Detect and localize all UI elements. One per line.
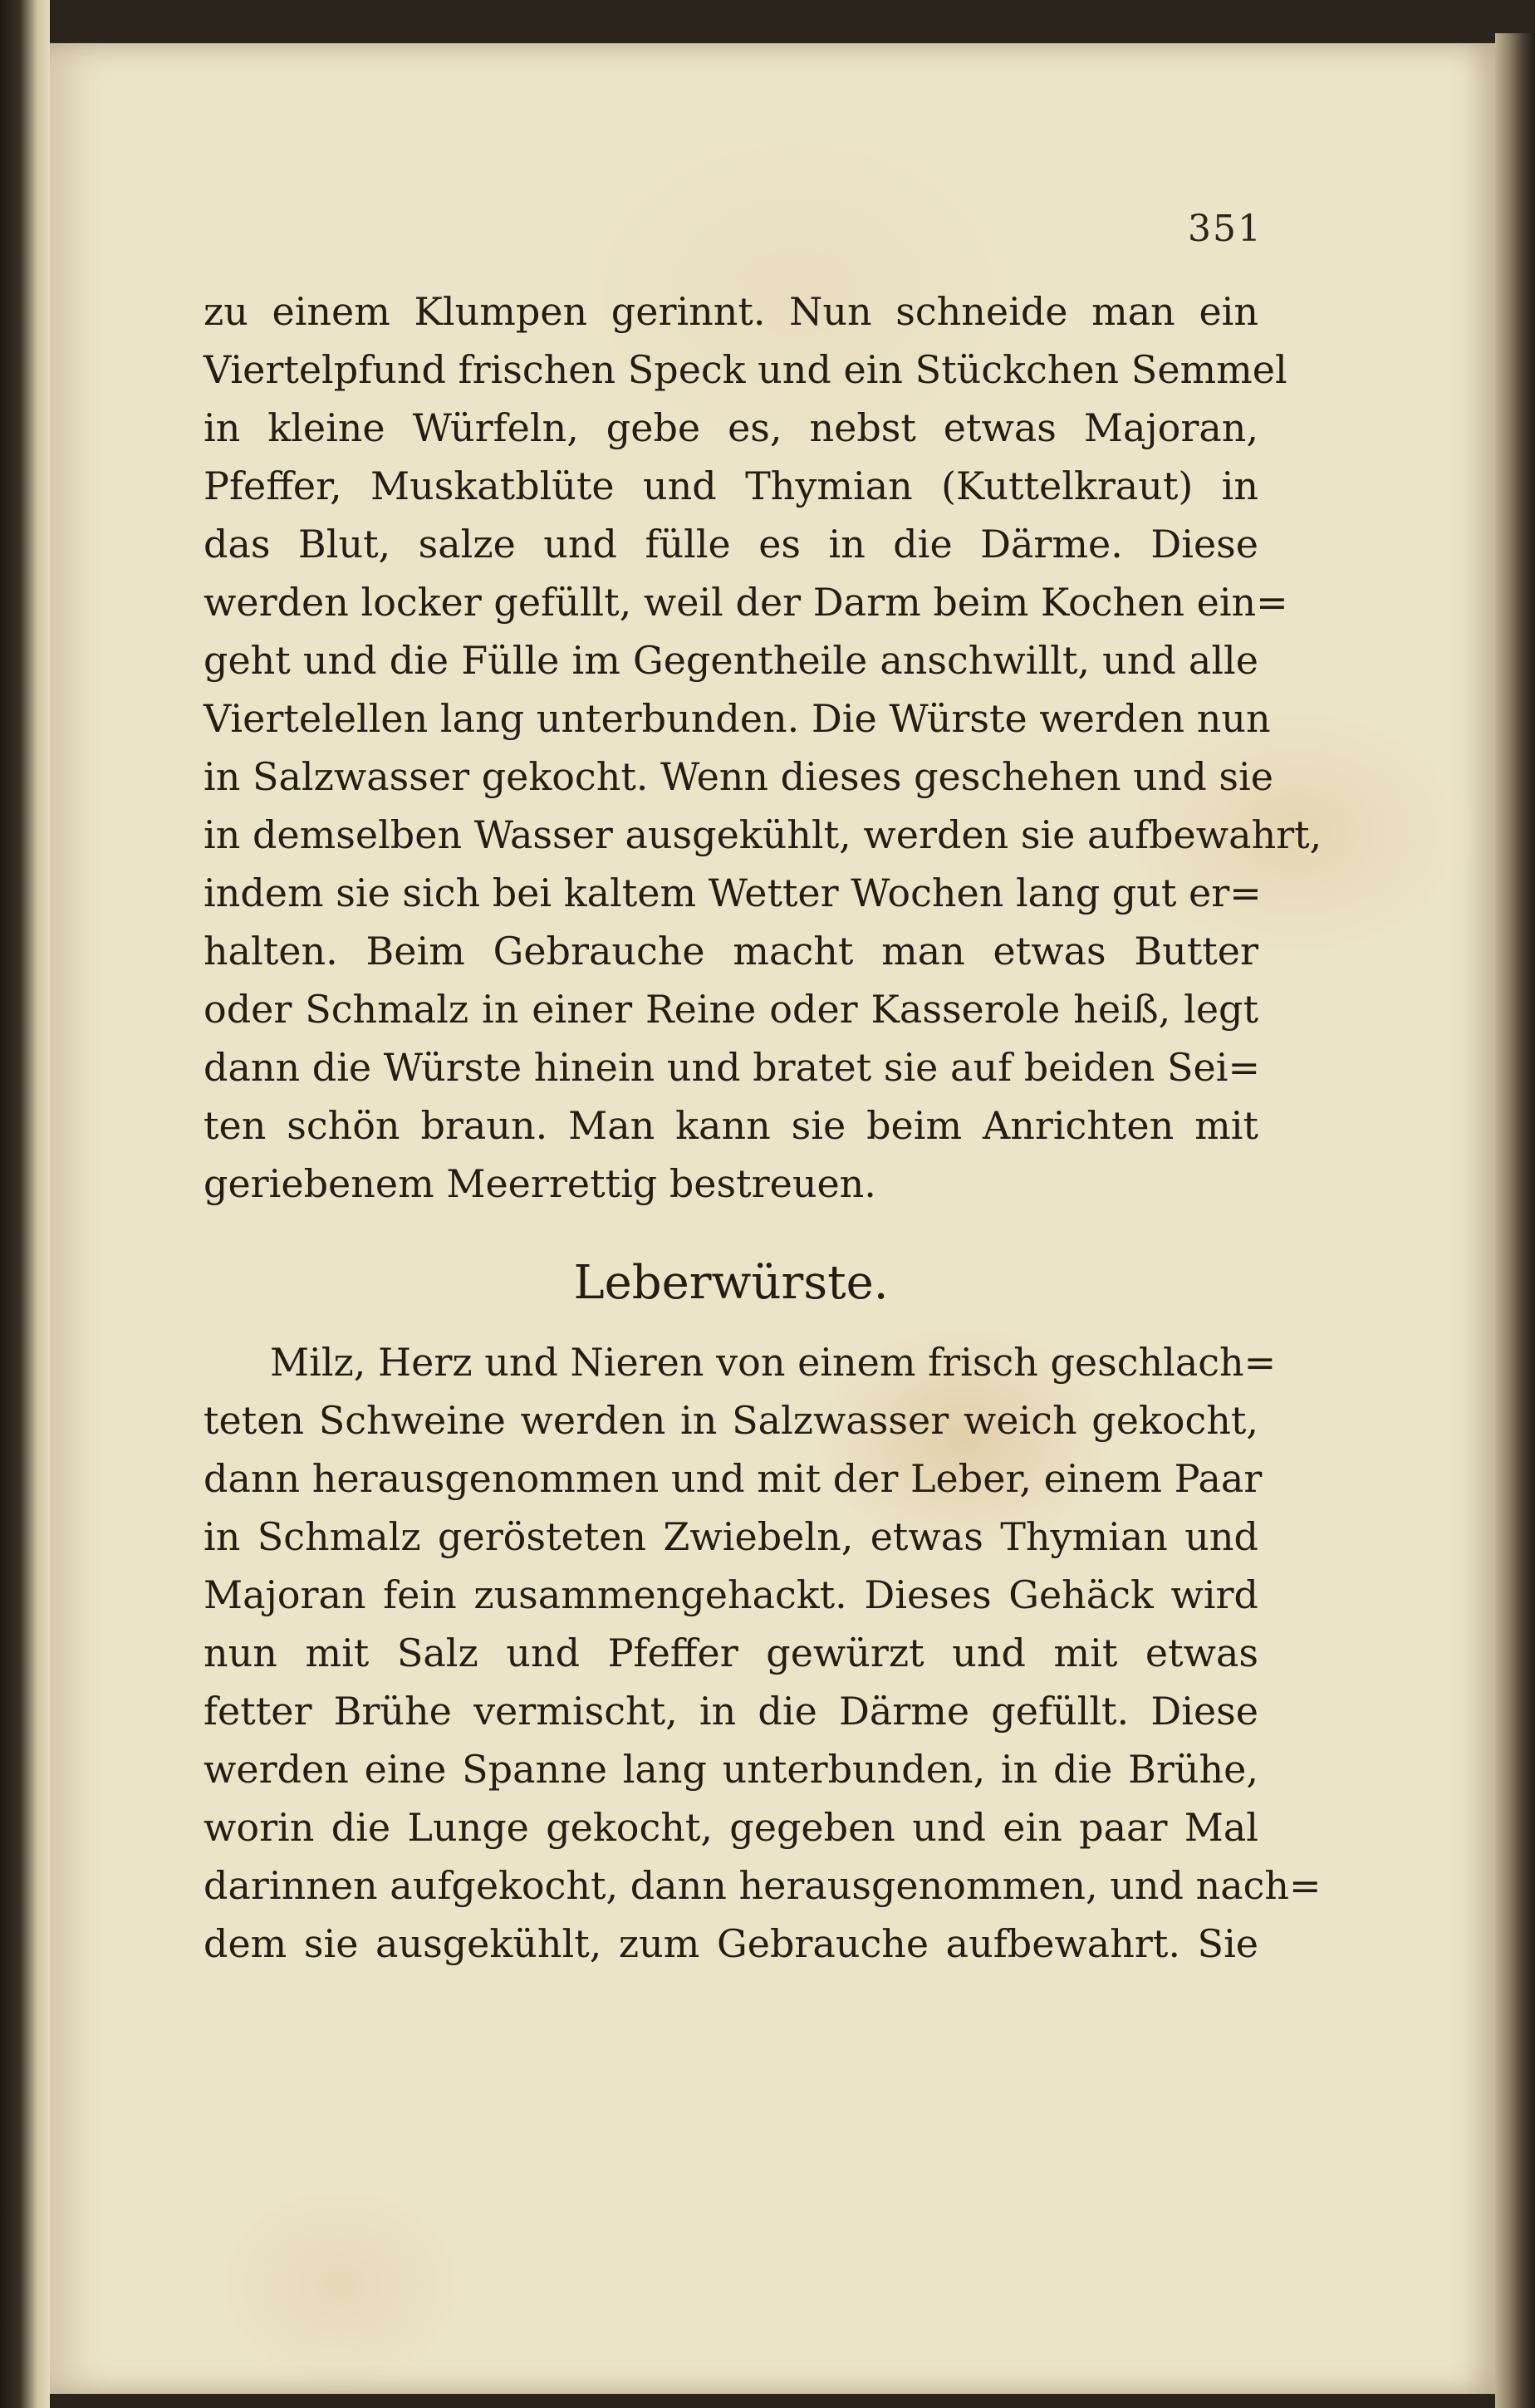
text-line: Viertelpfund frischen Speck und ein Stückchen Semmel <box>204 347 1287 392</box>
paragraph-blood-sausage-continued <box>204 282 1322 1213</box>
text-line: werden locker gefüllt, weil der Darm beim Kochen ein= <box>204 580 1288 625</box>
text-line: das Blut, salze und fülle es in die Därme. Diese <box>204 522 1258 566</box>
text-line: ten schön braun. Man kann sie beim Anrichten mit <box>204 1103 1258 1148</box>
text-line: oder Schmalz in einer Reine oder Kasserole heiß, legt <box>204 987 1258 1032</box>
text-line: in Schmalz gerösteten Zwiebeln, etwas Thymian und <box>204 1514 1258 1559</box>
book-gutter <box>0 0 50 2408</box>
text-line: fetter Brühe vermischt, in die Därme gefüllt. Diese <box>204 1689 1258 1734</box>
section-heading: Leberwürste. <box>573 1256 889 1310</box>
text-line: dann die Würste hinein und bratet sie auf beiden Sei= <box>204 1045 1261 1090</box>
text-line: in demselben Wasser ausgekühlt, werden sie aufbewahrt, <box>204 812 1322 857</box>
text-line: in kleine Würfeln, gebe es, nebst etwas Majoran, <box>204 405 1258 450</box>
text-line: Majoran fein zusammengehackt. Dieses Gehäck wird <box>204 1572 1258 1617</box>
text-line: worin die Lunge gekocht, gegeben und ein paar Mal <box>204 1805 1258 1850</box>
text-line: zu einem Klumpen gerinnt. Nun schneide man ein <box>204 289 1258 334</box>
page-edge <box>1495 33 1535 2408</box>
text-line: werden eine Spanne lang unterbunden, in die Brühe, <box>204 1747 1258 1792</box>
text-line: indem sie sich bei kaltem Wetter Wochen lang gut er= <box>204 871 1262 915</box>
text-line: teten Schweine werden in Salzwasser weich gekocht, <box>204 1398 1258 1443</box>
text-line: Milz, Herz und Nieren von einem frisch geschlach= <box>270 1340 1277 1385</box>
text-line: darinnen aufgekocht, dann herausgenommen, und nach= <box>204 1863 1322 1908</box>
text-line: geriebenem Meerrettig bestreuen. <box>204 1161 876 1206</box>
text-line: dann herausgenommen und mit der Leber, einem Paar <box>204 1456 1263 1501</box>
text-line: dem sie ausgekühlt, zum Gebrauche aufbewahrt. Sie <box>204 1921 1258 1966</box>
paragraph-liver-sausage <box>204 1333 1322 1973</box>
text-line: nun mit Salz und Pfeffer gewürzt und mit etwas <box>204 1631 1258 1675</box>
text-line: geht und die Fülle im Gegentheile anschwillt, und alle <box>204 638 1258 683</box>
text-line: halten. Beim Gebrauche macht man etwas Butter <box>204 929 1258 973</box>
text-line: in Salzwasser gekocht. Wenn dieses geschehen und sie <box>204 754 1273 799</box>
text-line: Pfeffer, Muskatblüte und Thymian (Kuttelkraut) in <box>204 463 1258 508</box>
text-line: Viertelellen lang unterbunden. Die Würste werden nun <box>204 696 1271 741</box>
page-number: 351 <box>1188 208 1263 250</box>
